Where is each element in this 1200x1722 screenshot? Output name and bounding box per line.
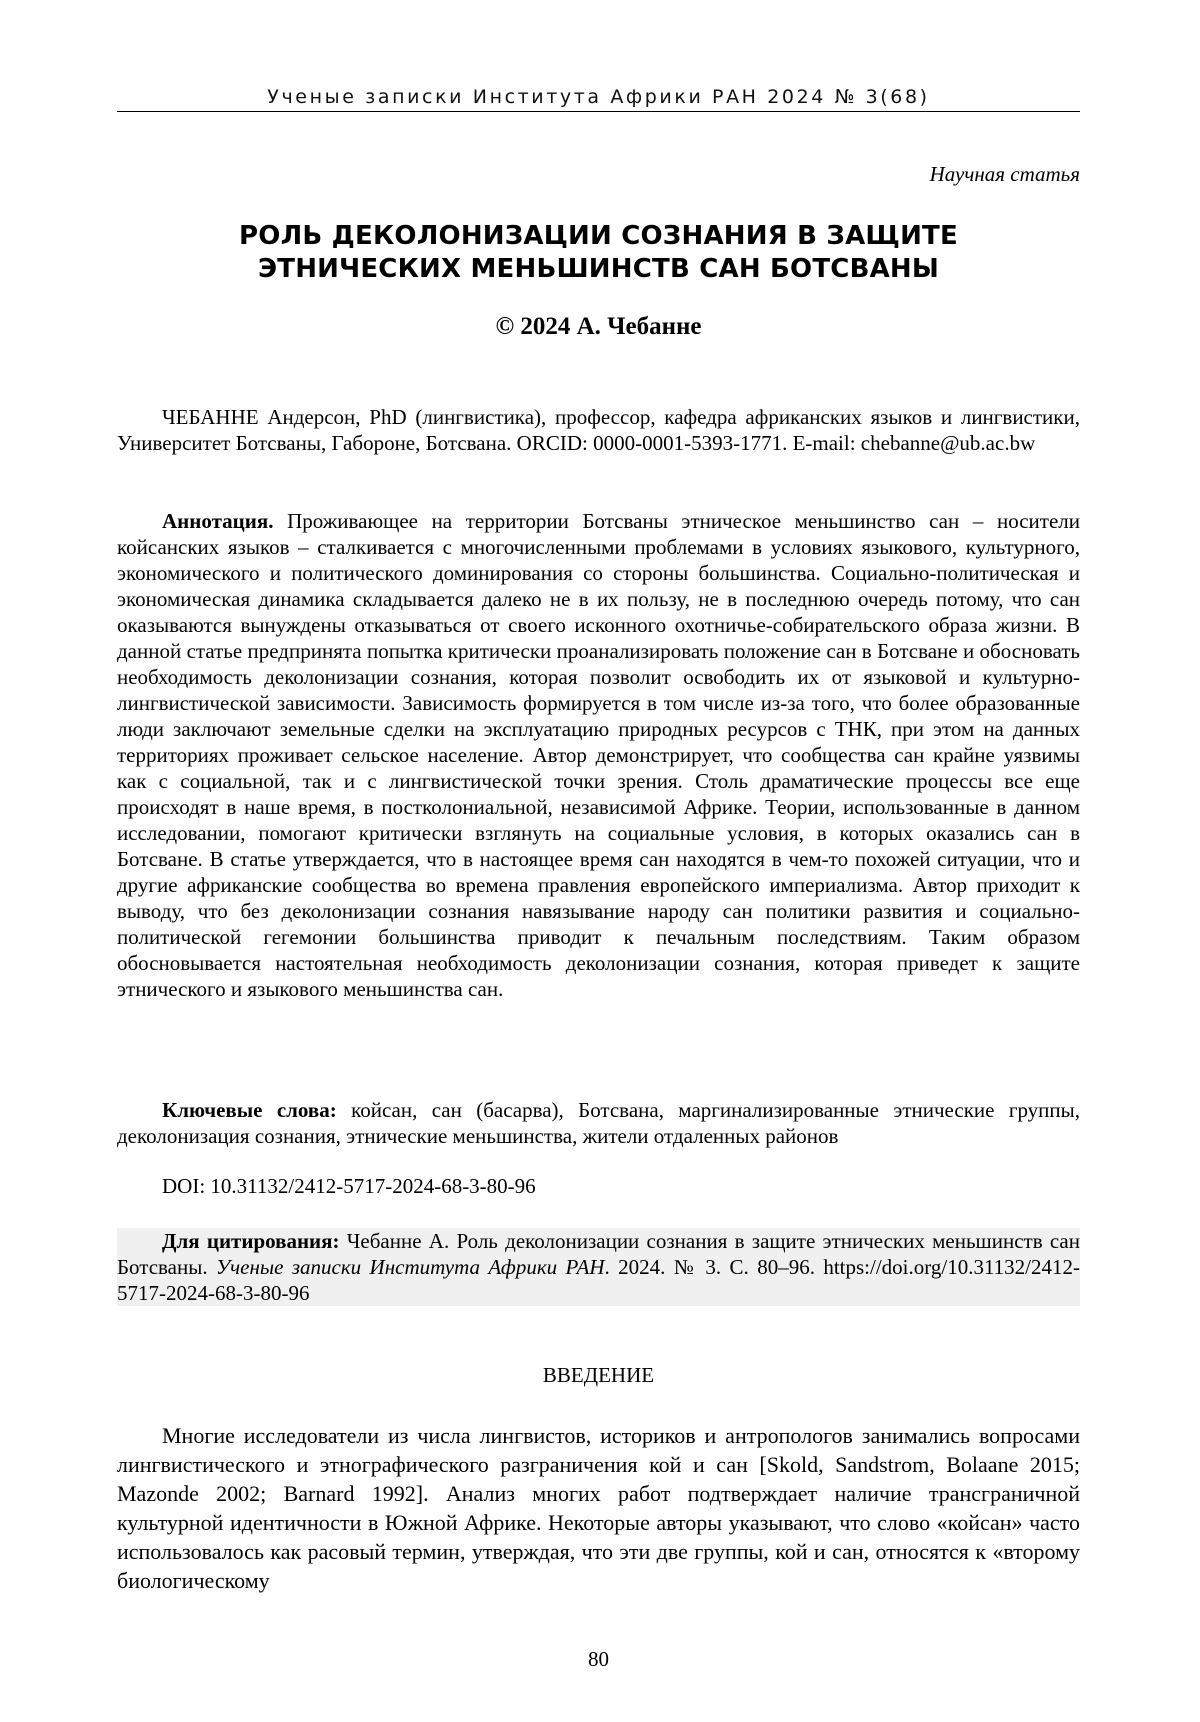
citation-journal: Ученые записки Института Африки РАН <box>216 1255 605 1279</box>
citation-box <box>117 1228 1080 1306</box>
section-heading: ВВЕДЕНИЕ <box>542 1363 655 1387</box>
article-type: Научная статья <box>929 162 1080 186</box>
keywords-text: койсан, сан (басарва), Ботсвана, маргинализированные этнические группы, деколонизация сознания, этнические меньшинства, жители отдаленных районов <box>117 1098 1081 1148</box>
abstract-label: Аннотация. <box>162 509 274 533</box>
author-info: ЧЕБАННЕ Андерсон, PhD (лингвистика), профессор, кафедра африканских языков и лингвистики, Университет Ботсваны, Габороне, Ботсвана. ORCID: 0000-0001-5393-1771. E-mail: chebanne@ub.ac.bw <box>117 405 1080 455</box>
header-rule <box>117 111 1080 112</box>
abstract <box>117 508 1080 1002</box>
title-line-1: РОЛЬ ДЕКОЛОНИЗАЦИИ СОЗНАНИЯ В ЗАЩИТЕ <box>239 221 958 251</box>
abstract-text: Проживающее на территории Ботсваны этническое меньшинство сан – носители койсанских языков – сталкивается с многочисленными проблемами в условиях языкового, культурного, экономического и политического доминирования со стороны большинства. Социально-политическая и экономическая динамика складывается далеко не в их пользу, не в последнюю очередь потому, что сан оказываются вынуждены отказываться от своего исконного охотничье-собирательского образа жизни. В данной статье предпринята попытка критически проанализировать положение сан в Ботсване и обосновать необходимость деколонизации сознания, которая позволит освободить их от языковой и культурно-лингвистической зависимости. Зависимость формируется в том числе из-за того, что более образованные люди заключают земельные сделки на эксплуатацию природных ресурсов с ТНК, при этом на данных территориях проживает сельское население. Автор демонстрирует, что сообщества сан крайне уязвимы как с социальной, так и с лингвистической точки зрения. Столь драматические процессы все еще происходят в наше время, в постколониальной, независимой Африке. Теории, использованные в данном исследовании, помогают критически взглянуть на социальные условия, в которых оказались сан в Ботсване. В статье утверждается, что в настоящее время сан находятся в чем-то похожей ситуации, что и другие африканские сообщества во времена правления европейского империализма. Автор приходит к выводу, что без деколонизации сознания навязывание народу сан политики развития и социально-политической гегемонии большинства приводит к печальным последствиям. Таким образом обосновывается настоятельная необходимость деколонизации сознания, которая приведет к защите этнического и языкового меньшинства сан. <box>117 509 1080 1001</box>
page-number: 80 <box>588 1647 609 1671</box>
intro-paragraph: Многие исследователи из числа лингвистов, историков и антропологов занимались вопросами лингвистического и этнографического разграничения кой и сан [Skold, Sandstrom, Bolaane 2015; Mazonde 2002; Barnard 1992]. Анализ многих работ подтверждает наличие трансграничной культурной идентичности в Южной Африке. Некоторые авторы указывают, что слово «койсан» часто использовалось как расовый термин, утверждая, что эти две группы, кой и сан, относятся к «второму биологическому <box>117 1423 1080 1593</box>
keywords <box>117 1097 1080 1149</box>
citation-label: Для цитирования: <box>162 1229 340 1253</box>
copyright-line: © 2024 А. Чебанне <box>495 313 702 340</box>
citation-details: . 2024. № 3. С. 80–96. https://doi.org/10.31132/2412-5717-2024-68-3-80-96 <box>117 1255 1081 1305</box>
citation-text: Чебанне А. Роль деколонизации сознания в защите этнических меньшинств сан Ботсваны. <box>117 1229 1080 1279</box>
article-title <box>117 220 1080 286</box>
doi: DOI: 10.31132/2412-5717-2024-68-3-80-96 <box>162 1174 536 1198</box>
title-line-2: ЭТНИЧЕСКИХ МЕНЬШИНСТВ САН БОТСВАНЫ <box>257 254 940 284</box>
keywords-label: Ключевые слова: <box>162 1098 337 1122</box>
running-header: Ученые записки Института Африки РАН 2024 № 3(68) <box>267 86 930 108</box>
